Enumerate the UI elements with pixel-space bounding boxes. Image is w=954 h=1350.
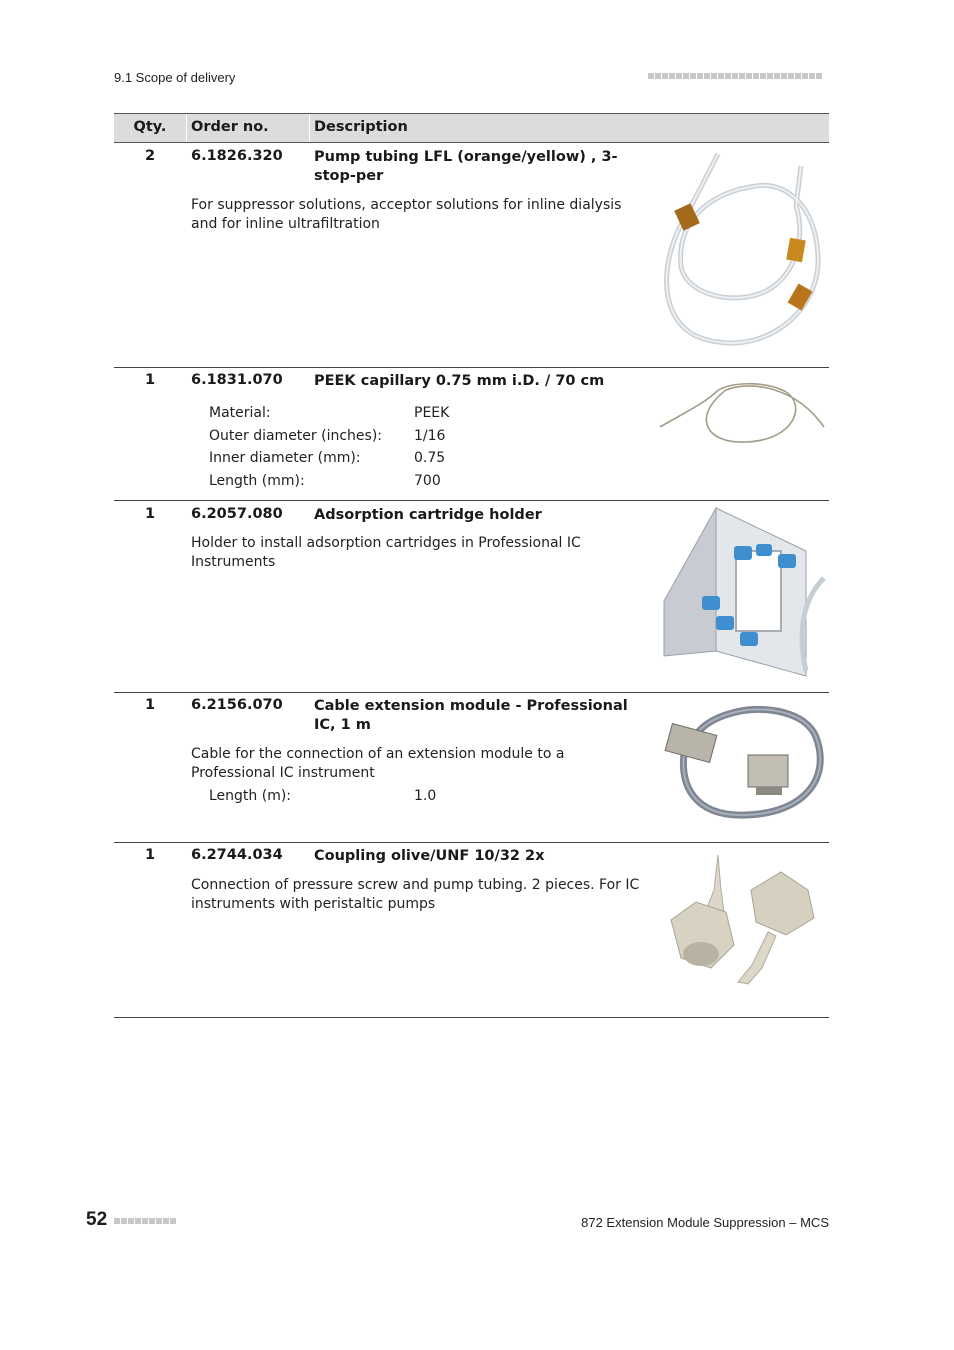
col-order-no: Order no.: [191, 119, 269, 135]
row-order-no: 6.1826.320: [191, 148, 283, 164]
row-description: Cable for the connection of an extension module to a Professional IC instrument: [191, 746, 565, 781]
row-title: Coupling olive/UNF 10/32 2x: [314, 848, 545, 864]
spec-value: 1.0: [414, 788, 437, 804]
row-qty: 1: [144, 697, 156, 713]
spec-value: 700: [414, 473, 441, 489]
spec-value: PEEK: [414, 405, 450, 421]
row-qty: 1: [144, 506, 156, 522]
row-qty: 1: [144, 847, 156, 863]
spec-value: 1/16: [414, 428, 446, 444]
col-description: Description: [314, 119, 408, 135]
row-order-no: 6.2156.070: [191, 697, 283, 713]
spec-label: Length (mm):: [209, 473, 305, 489]
page-number: 52: [86, 1209, 108, 1230]
row-description: Connection of pressure screw and pump tubing. 2 pieces. For IC instruments with peristaltic pumps: [191, 877, 640, 912]
row-qty: 2: [144, 148, 156, 164]
row-title: Pump tubing LFL (orange/yellow) , 3-stop-per: [314, 149, 618, 184]
row-title: Adsorption cartridge holder: [314, 507, 542, 523]
table-header: [114, 113, 829, 143]
header-decoration: [648, 73, 822, 79]
row-order-no: 6.2057.080: [191, 506, 283, 522]
section-header: 9.1 Scope of delivery: [114, 70, 236, 85]
row-title: PEEK capillary 0.75 mm i.D. / 70 cm: [314, 373, 605, 389]
row-description: For suppressor solutions, acceptor solutions for inline dialysis and for inline ultrafiltration: [191, 197, 622, 232]
spec-label: Inner diameter (mm):: [209, 450, 361, 466]
coupling-image: [656, 850, 831, 1000]
row-qty: 1: [144, 372, 156, 388]
spec-label: Material:: [209, 405, 271, 421]
row-order-no: 6.1831.070: [191, 372, 283, 388]
spec-value: 0.75: [414, 450, 446, 466]
spec-label: Outer diameter (inches):: [209, 428, 382, 444]
footer-decoration: [114, 1218, 176, 1224]
row-title: Cable extension module - Professional IC, 1 m: [314, 698, 628, 733]
col-qty: Qty.: [133, 119, 167, 135]
row-order-no: 6.2744.034: [191, 847, 283, 863]
row-description: Holder to install adsorption cartridges in Professional IC Instruments: [191, 535, 581, 570]
peek-capillary-image: [656, 372, 831, 452]
cable-image: [656, 697, 831, 827]
cartridge-holder-image: [656, 506, 831, 681]
pump-tubing-image: [656, 146, 831, 361]
document-title: 872 Extension Module Suppression – MCS: [581, 1215, 829, 1230]
spec-label: Length (m):: [209, 788, 292, 804]
